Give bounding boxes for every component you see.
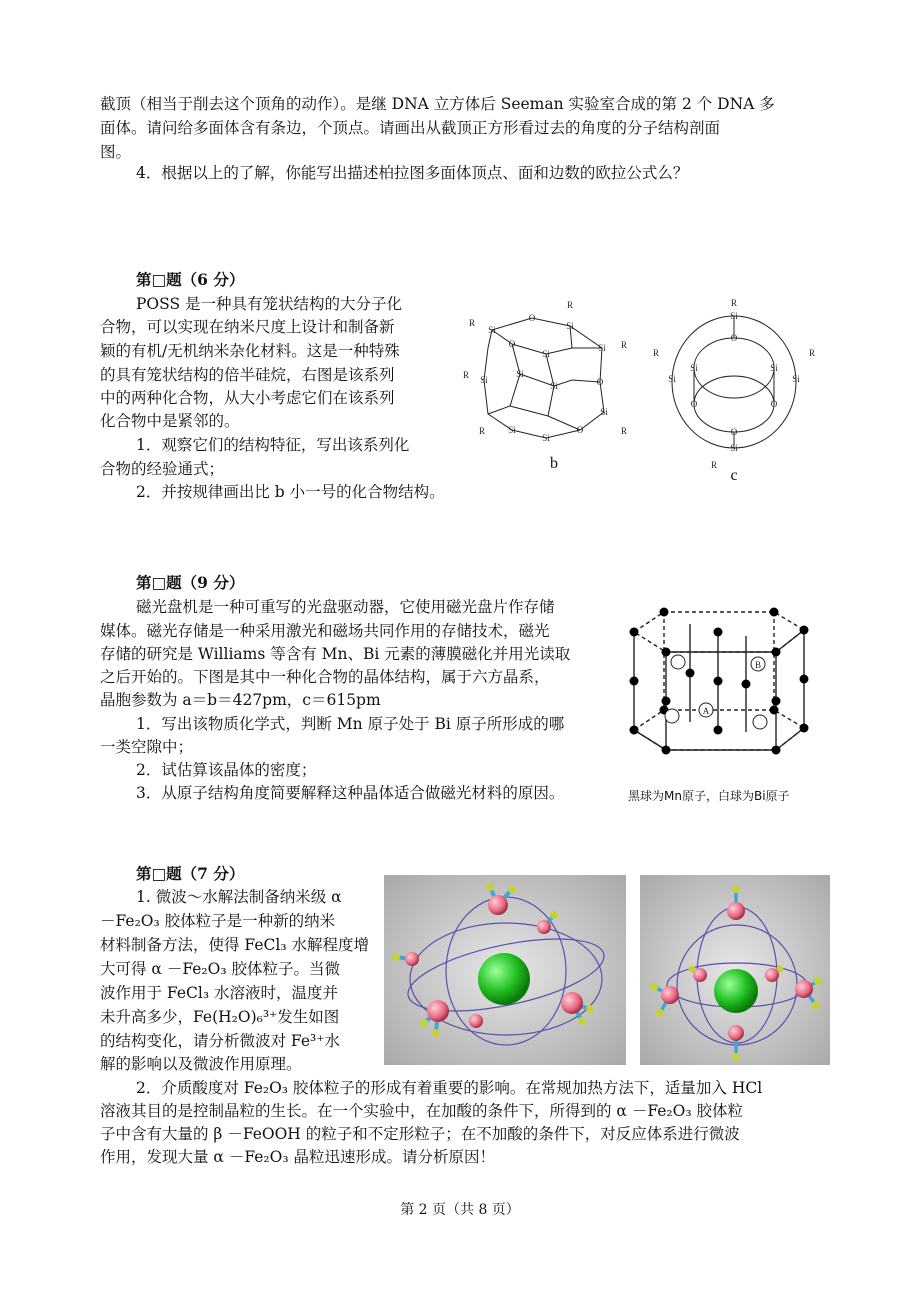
paragraph-line: 晶胞参数为 a＝b＝427pm，c＝615pm [100, 691, 381, 709]
paragraph-line: 存储的研究是 Williams 等含有 Mn、Bi 元素的薄膜磁化并用光读取 [100, 645, 571, 663]
atom-label: O [770, 399, 778, 409]
paragraph-line: 1．写出该物质化学式，判断 Mn 原子处于 Bi 原子所形成的哪 [136, 715, 565, 733]
paragraph-line: －Fe₂O₃ 胶体粒子是一种新的纳米 [100, 912, 336, 930]
figure-label-c: c [730, 467, 738, 482]
paragraph-line: 图。 [100, 143, 132, 161]
atom-label: R [808, 348, 816, 358]
atom-label: R [652, 348, 660, 358]
atom-label: R [620, 426, 628, 436]
atom-label: O [690, 399, 698, 409]
atom-label: O [596, 377, 604, 387]
atom-label: R [468, 318, 476, 328]
paragraph-line: 一类空隙中； [100, 738, 194, 756]
paragraph-line: 媒体。磁光存储是一种采用激光和磁场共同作用的存储技术，磁光 [100, 622, 550, 640]
paragraph-line: 2．并按规律画出比 b 小一号的化合物结构。 [136, 483, 445, 501]
page-footer: 第 2 页（共 8 页） [400, 1202, 520, 1218]
paragraph-line: 作用，发现大量 α －Fe₂O₃ 晶粒迅速形成。请分析原因！ [100, 1148, 495, 1166]
atom-label: Si [730, 443, 738, 453]
atom-label: Si [508, 425, 516, 435]
atom-label: Si [730, 311, 738, 321]
paragraph-line: 合物，可以实现在纳米尺度上设计和制备新 [100, 318, 395, 336]
paragraph-line: 4．根据以上的了解，你能写出描述柏拉图多面体顶点、面和边数的欧拉公式么？ [136, 164, 689, 182]
paragraph-line: 3．从原子结构角度简要解释这种晶体适合做磁光材料的原因。 [136, 784, 565, 802]
fe-complex-model-right [640, 875, 830, 1065]
question-heading: 第□题（6 分） [136, 270, 245, 289]
paragraph-line: 材料制备方法，使得 FeCl₃ 水解程度增 [100, 936, 369, 954]
paragraph-line: 面体。请问给多面体含有条边，个顶点。请画出从截顶正方形看过去的角度的分子结构剖面 [100, 119, 721, 137]
paragraph-line: 的具有笼状结构的倍半硅烷，右图是该系列 [100, 366, 395, 384]
atom-label: O [730, 427, 738, 437]
atom-label: Si [792, 374, 800, 384]
paragraph-line: POSS 是一种具有笼状结构的大分子化 [136, 295, 403, 313]
atom-label: R [566, 300, 574, 310]
atom-label: Si [566, 321, 574, 331]
atom-label: Si [542, 433, 550, 443]
atom-label: Si [542, 349, 550, 359]
paragraph-line: 未升高多少，Fe(H₂O)₆³⁺发生如图 [100, 1008, 340, 1026]
atom-label: Si [770, 363, 778, 373]
paragraph-line: 中的两种化合物，从大小考虑它们在该系列 [100, 389, 395, 407]
atom-label: O [508, 339, 516, 349]
atom-label: O [730, 333, 738, 343]
question-heading: 第□题（9 分） [136, 573, 245, 592]
atom-label-a: A [702, 706, 710, 716]
atom-label: Si [598, 343, 606, 353]
atom-label: Si [690, 363, 698, 373]
atom-label-b: B [754, 660, 762, 670]
hexagonal-crystal-figure [618, 604, 814, 772]
paragraph-line: 1．观察它们的结构特征，写出该系列化 [136, 436, 410, 454]
paragraph-line: 合物的经验通式； [100, 460, 225, 478]
paragraph-line: 2．介质酸度对 Fe₂O₃ 胶体粒子的形成有着重要的影响。在常规加热方法下，适量加入 HCl [136, 1079, 763, 1097]
atom-label: O [528, 313, 536, 323]
atom-label: R [730, 298, 738, 308]
paragraph-line: 磁光盘机是一种可重写的光盘驱动器，它使用磁光盘片作存储 [136, 598, 555, 616]
figure-caption: 黑球为Mn原子，白球为Bi原子 [628, 789, 790, 803]
atom-label: Si [550, 381, 558, 391]
atom-label: R [462, 370, 470, 380]
paragraph-line: 化合物中是紧邻的。 [100, 412, 240, 430]
atom-label: R [620, 340, 628, 350]
atom-label: Si [488, 325, 496, 335]
atom-label: Si [516, 369, 524, 379]
paragraph-line: 之后开始的。下图是其中一种化合物的晶体结构，属于六方晶系， [100, 668, 550, 686]
atom-label: O [576, 425, 584, 435]
paragraph-line: 溶液其目的是控制晶粒的生长。在一个实验中，在加酸的条件下，所得到的 α －Fe₂O₃ 胶体粒 [100, 1102, 743, 1120]
atom-label: R [478, 426, 486, 436]
paragraph-line: 2．试估算该晶体的密度； [136, 761, 317, 779]
atom-label: Si [480, 375, 488, 385]
paragraph-line: 大可得 α －Fe₂O₃ 胶体粒子。当微 [100, 960, 340, 978]
atom-label: Si [668, 374, 676, 384]
paragraph-line: 解的影响以及微波作用原理。 [100, 1055, 302, 1073]
question-heading: 第□题（7 分） [136, 864, 245, 883]
paragraph-line: 波作用于 FeCl₃ 水溶液时，温度并 [100, 984, 338, 1002]
fe-complex-model-left [384, 875, 626, 1065]
atom-label: R [710, 460, 718, 470]
paragraph-line: 截顶（相当于削去这个顶角的动作）。是继 DNA 立方体后 Seeman 实验室合成的第 2 个 DNA 多 [100, 95, 775, 113]
paragraph-line: 颖的有机/无机纳米杂化材料。这是一种特殊 [100, 342, 400, 360]
poss-structure-figure [452, 282, 822, 482]
paragraph-line: 子中含有大量的 β －FeOOH 的粒子和不定形粒子；在不加酸的条件下，对反应体系进行微波 [100, 1125, 740, 1143]
paragraph-line: 的结构变化，请分析微波对 Fe³⁺水 [100, 1032, 340, 1050]
paragraph-line: 1. 微波～水解法制备纳米级 α [136, 888, 342, 906]
atom-label: Si [600, 407, 608, 417]
figure-label-b: b [550, 455, 558, 472]
